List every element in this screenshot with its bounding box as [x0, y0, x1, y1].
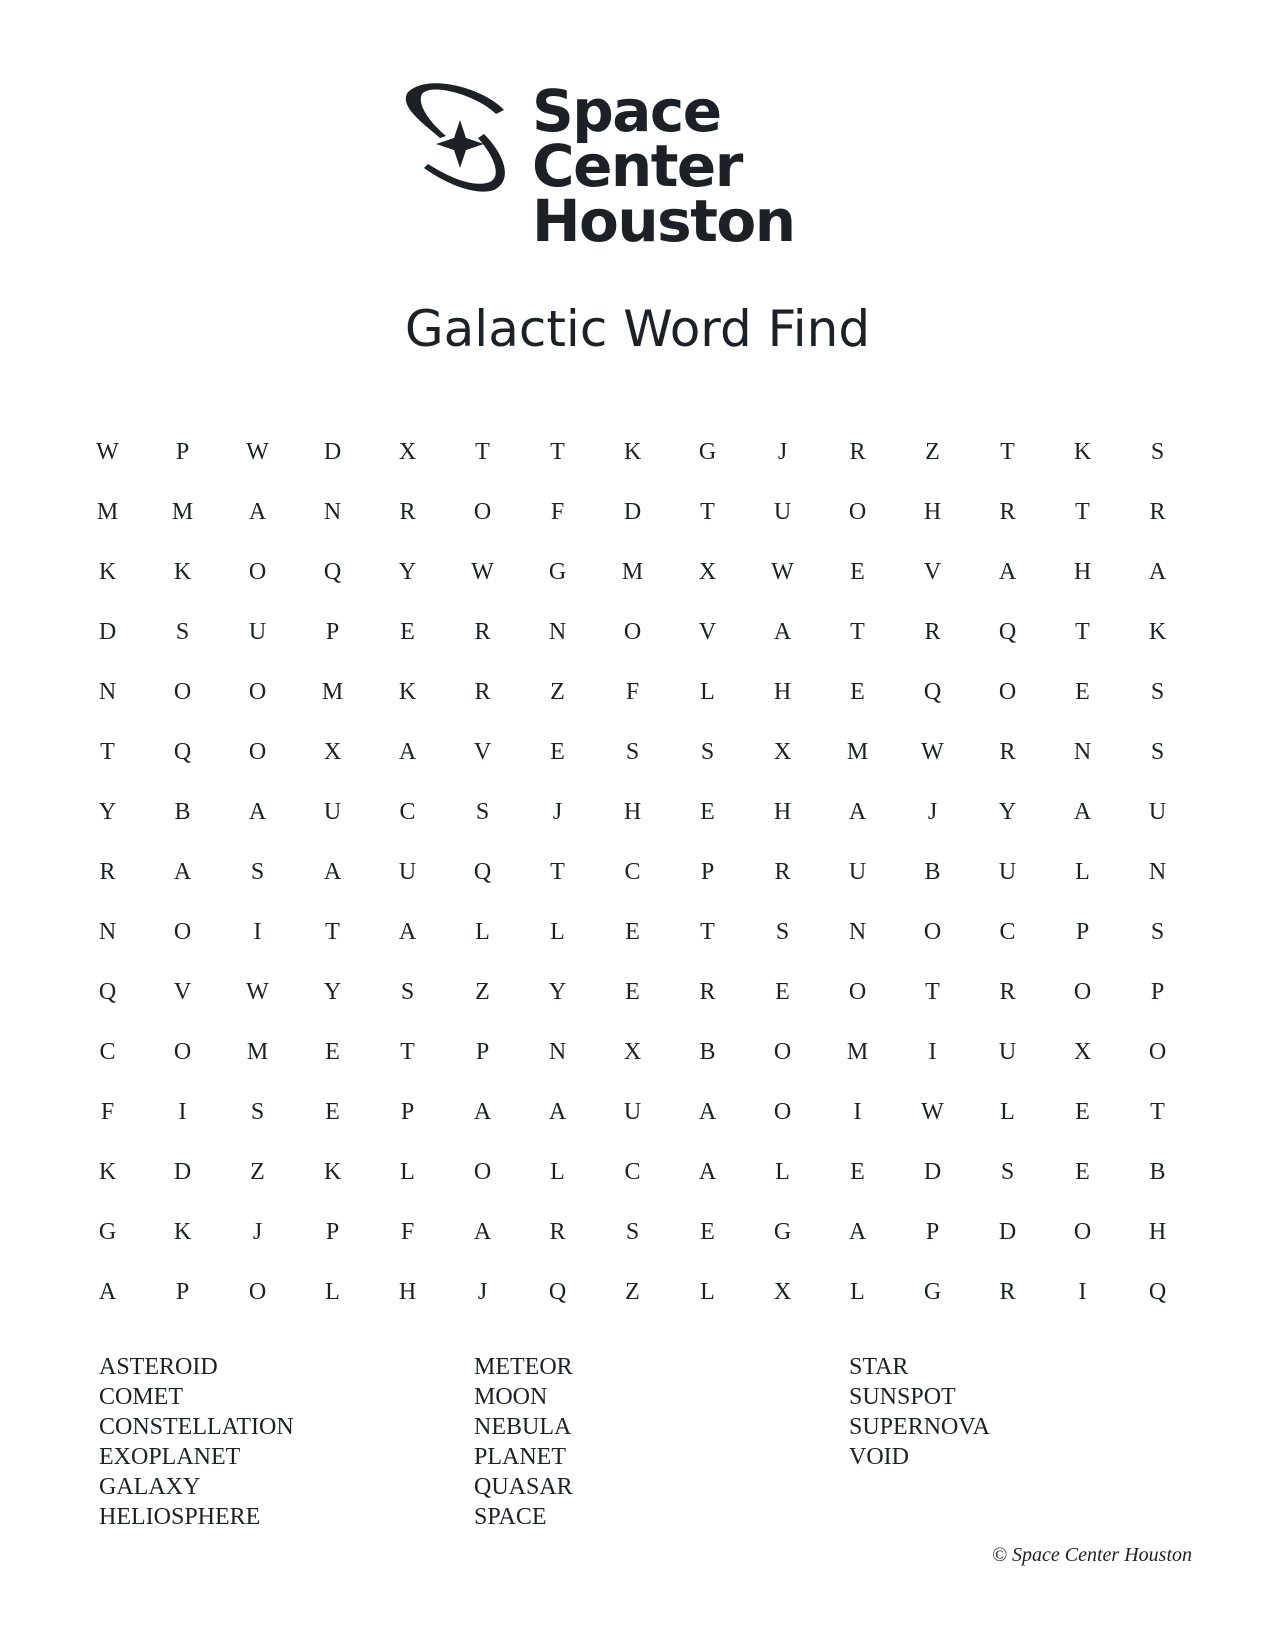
grid-letter: R	[399, 499, 416, 525]
grid-letter: A	[473, 1099, 492, 1125]
space-center-houston-logo	[402, 77, 802, 260]
grid-letter: P	[175, 439, 190, 465]
grid-letter: C	[624, 1159, 641, 1185]
logo-line-space: Space	[532, 77, 721, 145]
grid-letter: E	[850, 1159, 865, 1185]
grid-letter: K	[98, 1159, 117, 1185]
grid-letter: A	[173, 859, 192, 885]
grid-letter: O	[1073, 1219, 1092, 1245]
grid-letter: K	[98, 559, 117, 585]
logo-line-center: Center	[532, 132, 742, 200]
grid-letter: V	[923, 559, 942, 585]
grid-letter: O	[248, 1279, 267, 1305]
grid-letter: O	[1148, 1039, 1167, 1065]
grid-letter: S	[1150, 919, 1165, 945]
grid-letter: R	[999, 979, 1016, 1005]
grid-letter: R	[699, 979, 716, 1005]
grid-letter: G	[698, 439, 717, 465]
grid-letter: I	[178, 1099, 187, 1125]
grid-letter: B	[174, 799, 191, 825]
grid-letter: H	[623, 799, 642, 825]
grid-letter: U	[1148, 799, 1167, 825]
grid-letter: N	[98, 919, 117, 945]
grid-letter: M	[621, 559, 644, 585]
word-list-item: SUPERNOVA	[849, 1414, 990, 1440]
grid-row	[70, 616, 1220, 676]
grid-letter: B	[924, 859, 941, 885]
grid-letter: X	[623, 1039, 642, 1065]
grid-letter: S	[1150, 679, 1165, 705]
word-list-item: EXOPLANET	[99, 1444, 241, 1470]
grid-letter: T	[100, 739, 115, 765]
grid-letter: T	[925, 979, 940, 1005]
grid-letter: K	[173, 559, 192, 585]
grid-letter: A	[698, 1159, 717, 1185]
grid-letter: K	[173, 1219, 192, 1245]
grid-letter: T	[700, 499, 715, 525]
grid-letter: P	[1150, 979, 1165, 1005]
grid-letter: T	[1075, 499, 1090, 525]
grid-letter: D	[98, 619, 117, 645]
grid-letter: Z	[475, 979, 490, 1005]
grid-letter: A	[848, 1219, 867, 1245]
grid-letter: A	[323, 859, 342, 885]
grid-letter: P	[400, 1099, 415, 1125]
grid-letter: K	[398, 679, 417, 705]
grid-letter: D	[623, 499, 642, 525]
grid-letter: Q	[923, 679, 942, 705]
grid-letter: N	[548, 619, 567, 645]
grid-letter: A	[1148, 559, 1167, 585]
grid-letter: H	[1148, 1219, 1167, 1245]
grid-letter: J	[477, 1279, 488, 1305]
grid-letter: F	[100, 1099, 115, 1125]
grid-letter: E	[625, 979, 640, 1005]
word-list-column-2	[474, 1352, 573, 1532]
grid-letter: C	[999, 919, 1016, 945]
grid-letter: R	[774, 859, 791, 885]
grid-letter: M	[246, 1039, 269, 1065]
grid-letter: J	[552, 799, 563, 825]
grid-letter: K	[1073, 439, 1092, 465]
grid-letter: N	[98, 679, 117, 705]
grid-letter: P	[925, 1219, 940, 1245]
grid-letter: S	[775, 919, 790, 945]
grid-letter: O	[248, 679, 267, 705]
grid-letter: Z	[925, 439, 940, 465]
grid-letter: E	[775, 979, 790, 1005]
grid-letter: A	[248, 799, 267, 825]
grid-letter: T	[400, 1039, 415, 1065]
grid-letter: Q	[473, 859, 492, 885]
grid-letter: A	[398, 739, 417, 765]
grid-letter: O	[623, 619, 642, 645]
grid-letter: T	[1000, 439, 1015, 465]
grid-row	[70, 556, 1220, 616]
grid-letter: P	[325, 619, 340, 645]
grid-letter: T	[325, 919, 340, 945]
grid-letter: X	[323, 739, 342, 765]
grid-letter: A	[398, 919, 417, 945]
grid-letter: Q	[1148, 1279, 1167, 1305]
grid-letter: M	[171, 499, 194, 525]
grid-letter: S	[175, 619, 190, 645]
grid-letter: Y	[98, 799, 117, 825]
grid-letter: L	[400, 1159, 415, 1185]
grid-letter: L	[475, 919, 490, 945]
grid-letter: D	[323, 439, 342, 465]
copyright-notice: © Space Center Houston	[991, 1544, 1192, 1566]
orbit-star-icon	[402, 80, 514, 200]
grid-letter: T	[700, 919, 715, 945]
grid-letter: X	[773, 739, 792, 765]
word-list-item: QUASAR	[474, 1474, 573, 1500]
page-title: Galactic Word Find	[404, 300, 871, 358]
word-list-column-3	[849, 1352, 990, 1472]
grid-row	[70, 796, 1220, 856]
grid-letter: P	[325, 1219, 340, 1245]
grid-letter: V	[473, 739, 492, 765]
grid-letter: R	[999, 739, 1016, 765]
logo-wordmark	[532, 77, 795, 255]
grid-letter: S	[400, 979, 415, 1005]
grid-letter: X	[698, 559, 717, 585]
grid-letter: O	[473, 499, 492, 525]
grid-letter: A	[1073, 799, 1092, 825]
grid-letter: H	[773, 799, 792, 825]
grid-letter: Q	[998, 619, 1017, 645]
grid-letter: P	[700, 859, 715, 885]
grid-letter: S	[1000, 1159, 1015, 1185]
grid-row	[70, 856, 1220, 916]
grid-letter: F	[400, 1219, 415, 1245]
grid-letter: T	[550, 439, 565, 465]
grid-letter: R	[99, 859, 116, 885]
grid-letter: W	[471, 559, 494, 585]
grid-letter: S	[250, 1099, 265, 1125]
word-list-item: GALAXY	[99, 1474, 201, 1500]
grid-letter: O	[998, 679, 1017, 705]
grid-row	[70, 1156, 1220, 1216]
grid-letter: Y	[323, 979, 342, 1005]
grid-row	[70, 976, 1220, 1036]
word-list-item: NEBULA	[474, 1414, 572, 1440]
grid-letter: E	[1075, 679, 1090, 705]
grid-letter: A	[98, 1279, 117, 1305]
grid-letter: R	[549, 1219, 566, 1245]
grid-letter: O	[773, 1039, 792, 1065]
grid-letter: Q	[98, 979, 117, 1005]
grid-letter: G	[548, 559, 567, 585]
grid-letter: F	[625, 679, 640, 705]
grid-letter: O	[173, 1039, 192, 1065]
grid-letter: S	[1150, 739, 1165, 765]
grid-letter: L	[850, 1279, 865, 1305]
grid-letter: M	[846, 739, 869, 765]
grid-letter: O	[173, 679, 192, 705]
word-list-item: COMET	[99, 1384, 183, 1410]
word-list-item: SPACE	[474, 1504, 547, 1530]
grid-letter: L	[1075, 859, 1090, 885]
grid-letter: Q	[173, 739, 192, 765]
grid-letter: L	[325, 1279, 340, 1305]
grid-letter: Z	[550, 679, 565, 705]
grid-letter: Y	[998, 799, 1017, 825]
grid-letter: O	[248, 559, 267, 585]
grid-letter: L	[700, 1279, 715, 1305]
grid-letter: H	[398, 1279, 417, 1305]
grid-letter: O	[848, 979, 867, 1005]
grid-letter: H	[773, 679, 792, 705]
grid-letter: O	[173, 919, 192, 945]
grid-letter: M	[96, 499, 119, 525]
grid-letter: S	[475, 799, 490, 825]
grid-letter: X	[1073, 1039, 1092, 1065]
grid-letter: U	[998, 1039, 1017, 1065]
grid-letter: E	[325, 1099, 340, 1125]
grid-letter: B	[699, 1039, 716, 1065]
grid-letter: V	[698, 619, 717, 645]
grid-row	[70, 916, 1220, 976]
grid-letter: J	[252, 1219, 263, 1245]
grid-letter: W	[246, 439, 269, 465]
grid-letter: S	[700, 739, 715, 765]
grid-letter: M	[321, 679, 344, 705]
grid-letter: X	[398, 439, 417, 465]
word-list-item: MOON	[474, 1384, 548, 1410]
grid-letter: A	[473, 1219, 492, 1245]
grid-letter: R	[849, 439, 866, 465]
grid-letter: N	[1148, 859, 1167, 885]
word-list-item: HELIOSPHERE	[99, 1504, 261, 1530]
grid-row	[70, 736, 1220, 796]
grid-letter: L	[550, 1159, 565, 1185]
grid-letter: J	[777, 439, 788, 465]
grid-letter: U	[323, 799, 342, 825]
grid-letter: U	[623, 1099, 642, 1125]
grid-letter: R	[474, 679, 491, 705]
grid-letter: N	[1073, 739, 1092, 765]
grid-letter: A	[548, 1099, 567, 1125]
grid-letter: E	[700, 799, 715, 825]
grid-letter: L	[775, 1159, 790, 1185]
grid-letter: C	[99, 1039, 116, 1065]
grid-letter: I	[253, 919, 262, 945]
grid-letter: N	[848, 919, 867, 945]
grid-letter: T	[475, 439, 490, 465]
grid-letter: Q	[323, 559, 342, 585]
grid-letter: H	[1073, 559, 1092, 585]
grid-letter: O	[773, 1099, 792, 1125]
grid-letter: F	[550, 499, 565, 525]
grid-letter: G	[773, 1219, 792, 1245]
grid-letter: S	[625, 1219, 640, 1245]
grid-letter: R	[924, 619, 941, 645]
grid-letter: E	[850, 679, 865, 705]
grid-row	[70, 436, 1220, 496]
grid-letter: N	[323, 499, 342, 525]
grid-letter: E	[325, 1039, 340, 1065]
grid-letter: Z	[250, 1159, 265, 1185]
grid-letter: V	[173, 979, 192, 1005]
grid-row	[70, 1216, 1220, 1276]
grid-letter: O	[923, 919, 942, 945]
grid-letter: E	[700, 1219, 715, 1245]
grid-letter: A	[848, 799, 867, 825]
grid-letter: A	[248, 499, 267, 525]
grid-letter: D	[923, 1159, 942, 1185]
word-list-column-1	[99, 1352, 294, 1532]
grid-letter: A	[998, 559, 1017, 585]
grid-letter: U	[773, 499, 792, 525]
grid-letter: O	[248, 739, 267, 765]
word-list-item: VOID	[849, 1444, 909, 1470]
grid-letter: G	[923, 1279, 942, 1305]
grid-letter: O	[1073, 979, 1092, 1005]
grid-letter: I	[928, 1039, 937, 1065]
grid-letter: U	[248, 619, 267, 645]
grid-letter: W	[921, 1099, 944, 1125]
grid-letter: L	[1000, 1099, 1015, 1125]
grid-letter: T	[550, 859, 565, 885]
grid-letter: P	[175, 1279, 190, 1305]
grid-letter: P	[1075, 919, 1090, 945]
grid-letter: I	[1078, 1279, 1087, 1305]
grid-letter: G	[98, 1219, 117, 1245]
grid-letter: U	[998, 859, 1017, 885]
grid-letter: L	[550, 919, 565, 945]
grid-letter: L	[700, 679, 715, 705]
grid-letter: T	[850, 619, 865, 645]
grid-letter: J	[927, 799, 938, 825]
word-search-grid	[70, 436, 1220, 1336]
grid-row	[70, 1276, 1220, 1336]
grid-letter: M	[846, 1039, 869, 1065]
grid-letter: B	[1149, 1159, 1166, 1185]
grid-row	[70, 496, 1220, 556]
word-list-item: CONSTELLATION	[99, 1414, 294, 1440]
grid-letter: A	[773, 619, 792, 645]
grid-letter: E	[1075, 1159, 1090, 1185]
grid-letter: D	[173, 1159, 192, 1185]
grid-letter: E	[550, 739, 565, 765]
grid-letter: D	[998, 1219, 1017, 1245]
grid-letter: W	[921, 739, 944, 765]
grid-letter: O	[848, 499, 867, 525]
grid-letter: R	[1149, 499, 1166, 525]
grid-row	[70, 1036, 1220, 1096]
grid-letter: Z	[625, 1279, 640, 1305]
grid-letter: S	[1150, 439, 1165, 465]
grid-letter: N	[548, 1039, 567, 1065]
grid-letter: W	[771, 559, 794, 585]
grid-letter: K	[323, 1159, 342, 1185]
grid-letter: A	[698, 1099, 717, 1125]
grid-letter: C	[399, 799, 416, 825]
word-list-item: METEOR	[474, 1354, 573, 1380]
grid-letter: H	[923, 499, 942, 525]
grid-letter: Y	[548, 979, 567, 1005]
grid-letter: R	[474, 619, 491, 645]
word-list-item: SUNSPOT	[849, 1384, 956, 1410]
grid-letter: Y	[398, 559, 417, 585]
grid-letter: E	[1075, 1099, 1090, 1125]
grid-letter: W	[246, 979, 269, 1005]
word-list-item: ASTEROID	[99, 1354, 218, 1380]
grid-row	[70, 676, 1220, 736]
grid-letter: U	[398, 859, 417, 885]
grid-letter: O	[473, 1159, 492, 1185]
grid-letter: P	[475, 1039, 490, 1065]
grid-letter: E	[400, 619, 415, 645]
grid-letter: R	[999, 499, 1016, 525]
grid-letter: S	[250, 859, 265, 885]
grid-letter: W	[96, 439, 119, 465]
word-list-item: STAR	[849, 1354, 909, 1380]
grid-letter: S	[625, 739, 640, 765]
grid-letter: T	[1150, 1099, 1165, 1125]
grid-letter: K	[1148, 619, 1167, 645]
grid-letter: E	[625, 919, 640, 945]
grid-letter: Q	[548, 1279, 567, 1305]
grid-letter: R	[999, 1279, 1016, 1305]
word-list-item: PLANET	[474, 1444, 566, 1470]
logo-line-houston: Houston	[532, 187, 795, 255]
grid-letter: K	[623, 439, 642, 465]
grid-letter: E	[850, 559, 865, 585]
grid-letter: X	[773, 1279, 792, 1305]
grid-letter: T	[1075, 619, 1090, 645]
grid-letter: I	[853, 1099, 862, 1125]
grid-row	[70, 1096, 1220, 1156]
grid-letter: C	[624, 859, 641, 885]
grid-letter: U	[848, 859, 867, 885]
